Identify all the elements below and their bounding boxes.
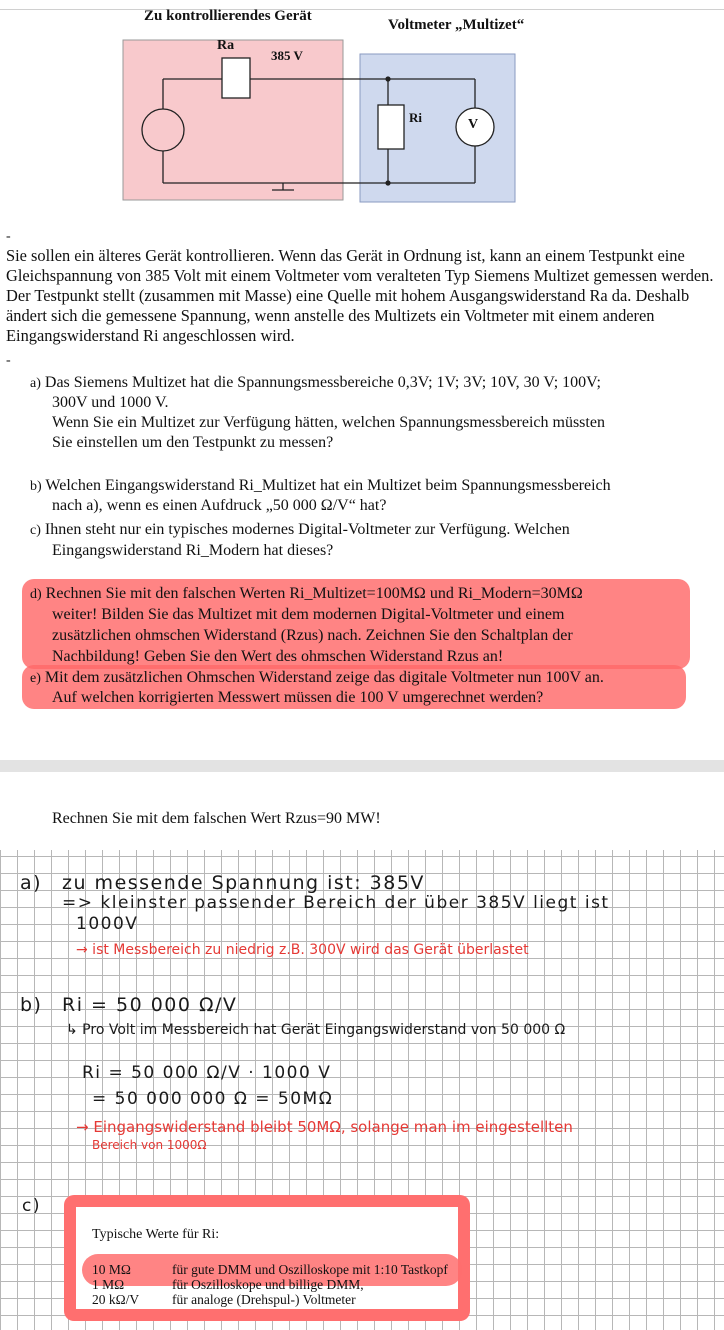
question-e — [30, 668, 604, 689]
ri-label: Ri — [409, 110, 422, 125]
ri-table-title: Typische Werte für Ri: — [92, 1227, 220, 1242]
ri-row-value: 10 MΩ — [92, 1262, 131, 1277]
ri-row-desc: für analoge (Drehspul-) Voltmeter — [172, 1292, 356, 1307]
question-e-line1: Mit dem zusätzlichen Ohmschen Widerstand zeige das digitale Voltmeter nun 100V an. — [44, 669, 604, 686]
dash-mark-2: - — [6, 353, 11, 368]
question-a-line1: Das Siemens Multizet hat die Spannungsmessbereiche 0,3V; 1V; 3V; 10V, 30 V; 100V; — [44, 374, 601, 391]
ri-row-value: 1 MΩ — [92, 1277, 125, 1292]
question-e-label: e) — [30, 671, 41, 686]
question-d-line1: Rechnen Sie mit den falschen Werten Ri_Multizet=100MΩ und Ri_Modern=30MΩ — [45, 585, 583, 602]
question-c-label: c) — [30, 523, 41, 538]
ri-values-card-inner — [76, 1207, 458, 1309]
question-c — [30, 520, 570, 541]
question-a-line3: Wenn Sie ein Multizet zur Verfügung hätten, welchen Spannungsmessbereich müssten — [52, 414, 605, 431]
question-d-line2: weiter! Bilden Sie das Multizet mit dem modernen Digital-Voltmeter und einem — [52, 606, 565, 623]
question-c-line2: Eingangswiderstand Ri_Modern hat dieses? — [52, 542, 334, 559]
question-a-label: a) — [30, 376, 41, 391]
question-a-line4: Sie einstellen um den Testpunkt zu messen? — [52, 434, 334, 451]
hw-a-line3: 1000V — [76, 914, 139, 934]
hw-b-red1: → Eingangswiderstand bleibt 50MΩ, solange man im eingestellten — [76, 1118, 573, 1136]
question-b-line1: Welchen Eingangswiderstand Ri_Multizet hat ein Multizet beim Spannungsmessbereich — [45, 477, 611, 494]
dash-mark: - — [6, 229, 11, 244]
voltmeter-symbol-label: V — [468, 117, 479, 132]
question-e-line2: Auf welchen korrigierten Messwert müssen die 100 V umgerechnet werden? — [52, 689, 544, 706]
question-b-line2: nach a), wenn es einen Aufdruck „50 000 Ω/V“ hat? — [52, 497, 387, 514]
ra-label: Ra — [217, 38, 235, 53]
hw-b-line4: = 50 000 000 Ω = 50MΩ — [92, 1089, 334, 1109]
ri-resistor — [378, 105, 404, 149]
question-d-line4: Nachbildung! Geben Sie den Wert des ohmschen Widerstand Rzus an! — [52, 648, 504, 665]
circuit-svg — [0, 0, 724, 215]
question-c-line1: Ihnen steht nur ein typisches modernes Digital-Voltmeter zur Verfügung. Welchen — [44, 521, 570, 538]
question-b-label: b) — [30, 479, 42, 494]
meter-title: Voltmeter „Multizet“ — [388, 17, 525, 33]
question-d — [30, 584, 583, 605]
hw-b-red2: Bereich von 1000Ω — [92, 1138, 207, 1152]
ri-row-desc: für gute DMM und Oszilloskope mit 1:10 Tastkopf — [172, 1262, 448, 1277]
hw-a-line1: zu messende Spannung ist: 385V — [62, 872, 425, 894]
hw-b-line2: ↳ Pro Volt im Messbereich hat Gerät Eingangswiderstand von 50 000 Ω — [66, 1022, 566, 1038]
hw-a-line2: => kleinster passender Bereich der über 385V liegt ist — [62, 893, 610, 913]
ri-values-card — [64, 1195, 470, 1321]
note-text: Rechnen Sie mit dem falschen Wert Rzus=90 MW! — [52, 810, 381, 827]
hw-b-line1: Ri = 50 000 Ω/V — [62, 994, 238, 1016]
circuit-diagram — [0, 0, 724, 215]
hw-b-label: b) — [20, 994, 43, 1016]
hw-b-line3: Ri = 50 000 Ω/V · 1000 V — [82, 1063, 332, 1083]
device-title: Zu kontrollierendes Gerät — [144, 8, 312, 24]
ri-row-value: 20 kΩ/V — [92, 1292, 140, 1307]
intro-paragraph: Sie sollen ein älteres Gerät kontrollieren. Wenn das Gerät in Ordnung ist, kann an einem Testpunkt eine Gleichspannung von 385 Volt mit einem Voltmeter vom veralteten Typ Siemens Multizet gemessen werden. Der Testpunkt stellt (zusammen mit Masse) eine Quelle mit hohem Ausgangswiderstand Ra da. Deshalb ändert sich die gemessene Spannung, wenn anstelle des Multizets ein Voltmeter mit einem anderen Eingangswiderstand Ri angeschlossen wird. — [6, 246, 714, 345]
voltage-label: 385 V — [271, 48, 303, 63]
ra-resistor — [222, 58, 250, 98]
question-d-label: d) — [30, 587, 42, 602]
hw-c-label: c) — [22, 1196, 41, 1216]
question-a — [30, 373, 601, 394]
hw-a-label: a) — [20, 872, 43, 894]
ri-row-desc: für Oszilloskope und billige DMM, — [172, 1277, 364, 1292]
question-b — [30, 476, 611, 497]
question-d-line3: zusätzlichen ohmschen Widerstand (Rzus) nach. Zeichnen Sie den Schaltplan der — [52, 627, 573, 644]
hw-a-red: → ist Messbereich zu niedrig z.B. 300V wird das Gerät überlastet — [76, 942, 529, 958]
question-a-line2: 300V und 1000 V. — [52, 394, 169, 411]
page-divider — [0, 760, 724, 772]
